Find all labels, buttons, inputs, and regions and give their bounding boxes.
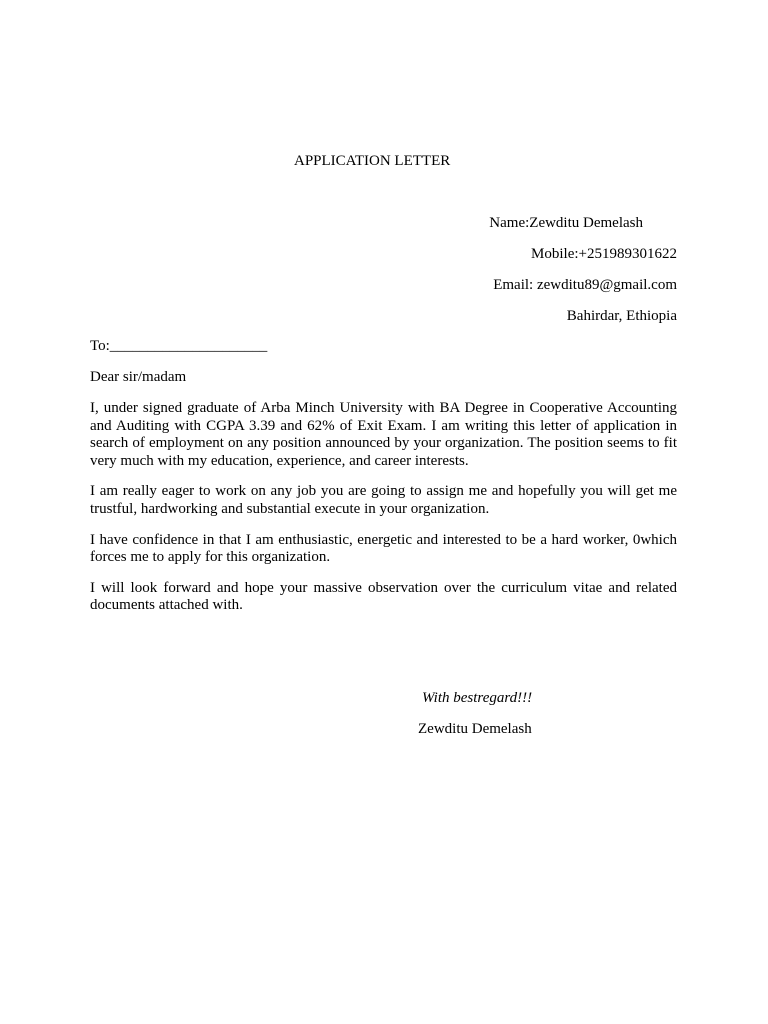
sender-location: Bahirdar, Ethiopia — [566, 308, 677, 324]
salutation: Dear sir/madam — [90, 369, 187, 385]
body-paragraph: I will look forward and hope your massive observation over the curriculum vitae and related documents attached with. — [90, 579, 677, 614]
body-paragraph: I, under signed graduate of Arba Minch University with BA Degree in Cooperative Accounting and Auditing with CGPA 3.39 and 62% of Exit Exam. I am writing this letter of application in search of employment on any position announced by your organization. The position seems to fit very much with my education, experience, and career interests. — [90, 400, 677, 469]
body-paragraph: I have confidence in that I am enthusiastic, energetic and interested to be a hard worker, 0which forces me to apply for this organization. — [90, 531, 677, 566]
signature-name: Zewditu Demelash — [418, 721, 532, 737]
body-paragraph: I am really eager to work on any job you are going to assign me and hopefully you will get me trustful, hardworking and substantial execute in your organization. — [90, 483, 677, 517]
sender-block — [489, 214, 677, 338]
sender-name: Name:Zewditu Demelash — [489, 215, 643, 231]
letter-title: APPLICATION LETTER — [294, 153, 451, 169]
sender-mobile: Mobile:+251989301622 — [531, 246, 677, 262]
letter-body — [90, 400, 677, 628]
sender-email: Email: zewditu89@gmail.com — [493, 277, 677, 293]
closing-phrase: With bestregard!!! — [422, 690, 533, 706]
recipient-line: To:_____________________ — [90, 338, 268, 354]
